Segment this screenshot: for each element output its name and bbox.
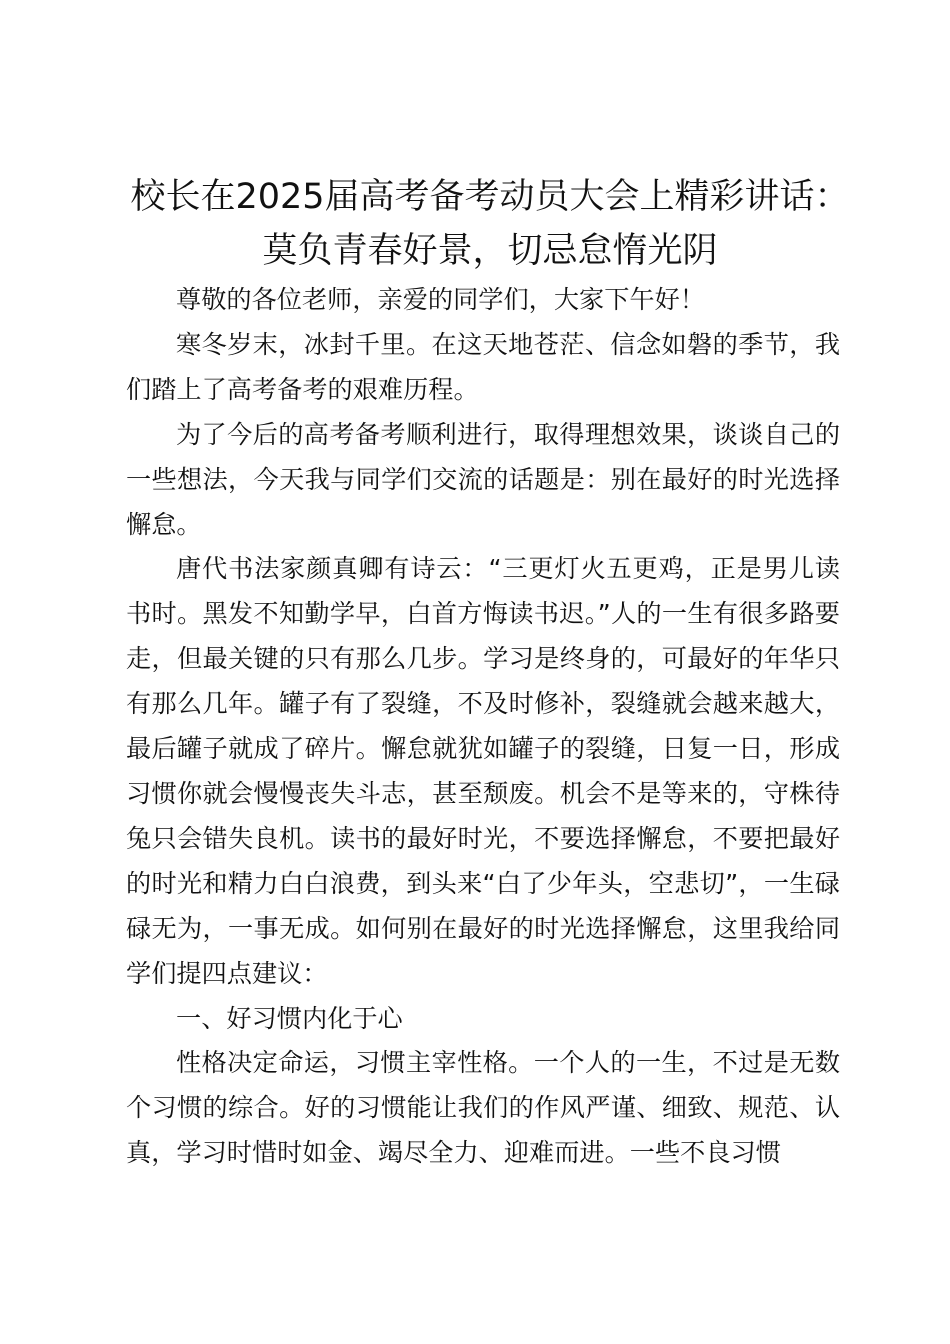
document-title bbox=[110, 170, 870, 278]
paragraph-topic: 为了今后的高考备考顺利进行，取得理想效果，谈谈自己的一些想法，今天我与同学们交流的话题是：别在最好的时光选择懈怠。 bbox=[126, 419, 840, 539]
paragraph-poem: 唐代书法家颜真卿有诗云：“三更灯火五更鸡，正是男儿读书时。黑发不知勤学早，白首方悔读书迟。”人的一生有很多路要走，但最关键的只有那么几步。学习是终身的，可最好的年华只有那么几年。罐子有了裂缝，不及时修补，裂缝就会越来越大，最后罐子就成了碎片。懈怠就犹如罐子的裂缝，日复一日，形成习惯你就会慢慢丧失斗志，甚至颓废。机会不是等来的，守株待兔只会错失良机。读书的最好时光，不要选择懈怠，不要把最好的时光和精力白白浪费，到头来“白了少年头，空悲切”，一生碌碌无为，一事无成。如何别在最好的时光选择懈怠，这里我给同学们提四点建议： bbox=[126, 554, 840, 988]
title-line-2: 莫负青春好景，切忌怠惰光阴 bbox=[262, 231, 718, 271]
paragraph-greeting: 尊敬的各位老师，亲爱的同学们，大家下午好！ bbox=[176, 285, 705, 314]
paragraph-habits: 性格决定命运，习惯主宰性格。一个人的一生，不过是无数个习惯的综合。好的习惯能让我们的作风严谨、细致、规范、认真，学习时惜时如金、竭尽全力、迎难而进。一些不良习惯 bbox=[126, 1048, 840, 1168]
paragraph-opening: 寒冬岁末，冰封千里。在这天地苍茫、信念如磐的季节，我们踏上了高考备考的艰难历程。 bbox=[126, 329, 840, 404]
document-body bbox=[126, 278, 840, 1176]
section-heading-1: 一、好习惯内化于心 bbox=[176, 1003, 403, 1033]
title-line-1: 校长在2025届高考备考动员大会上精彩讲话： bbox=[130, 177, 850, 217]
